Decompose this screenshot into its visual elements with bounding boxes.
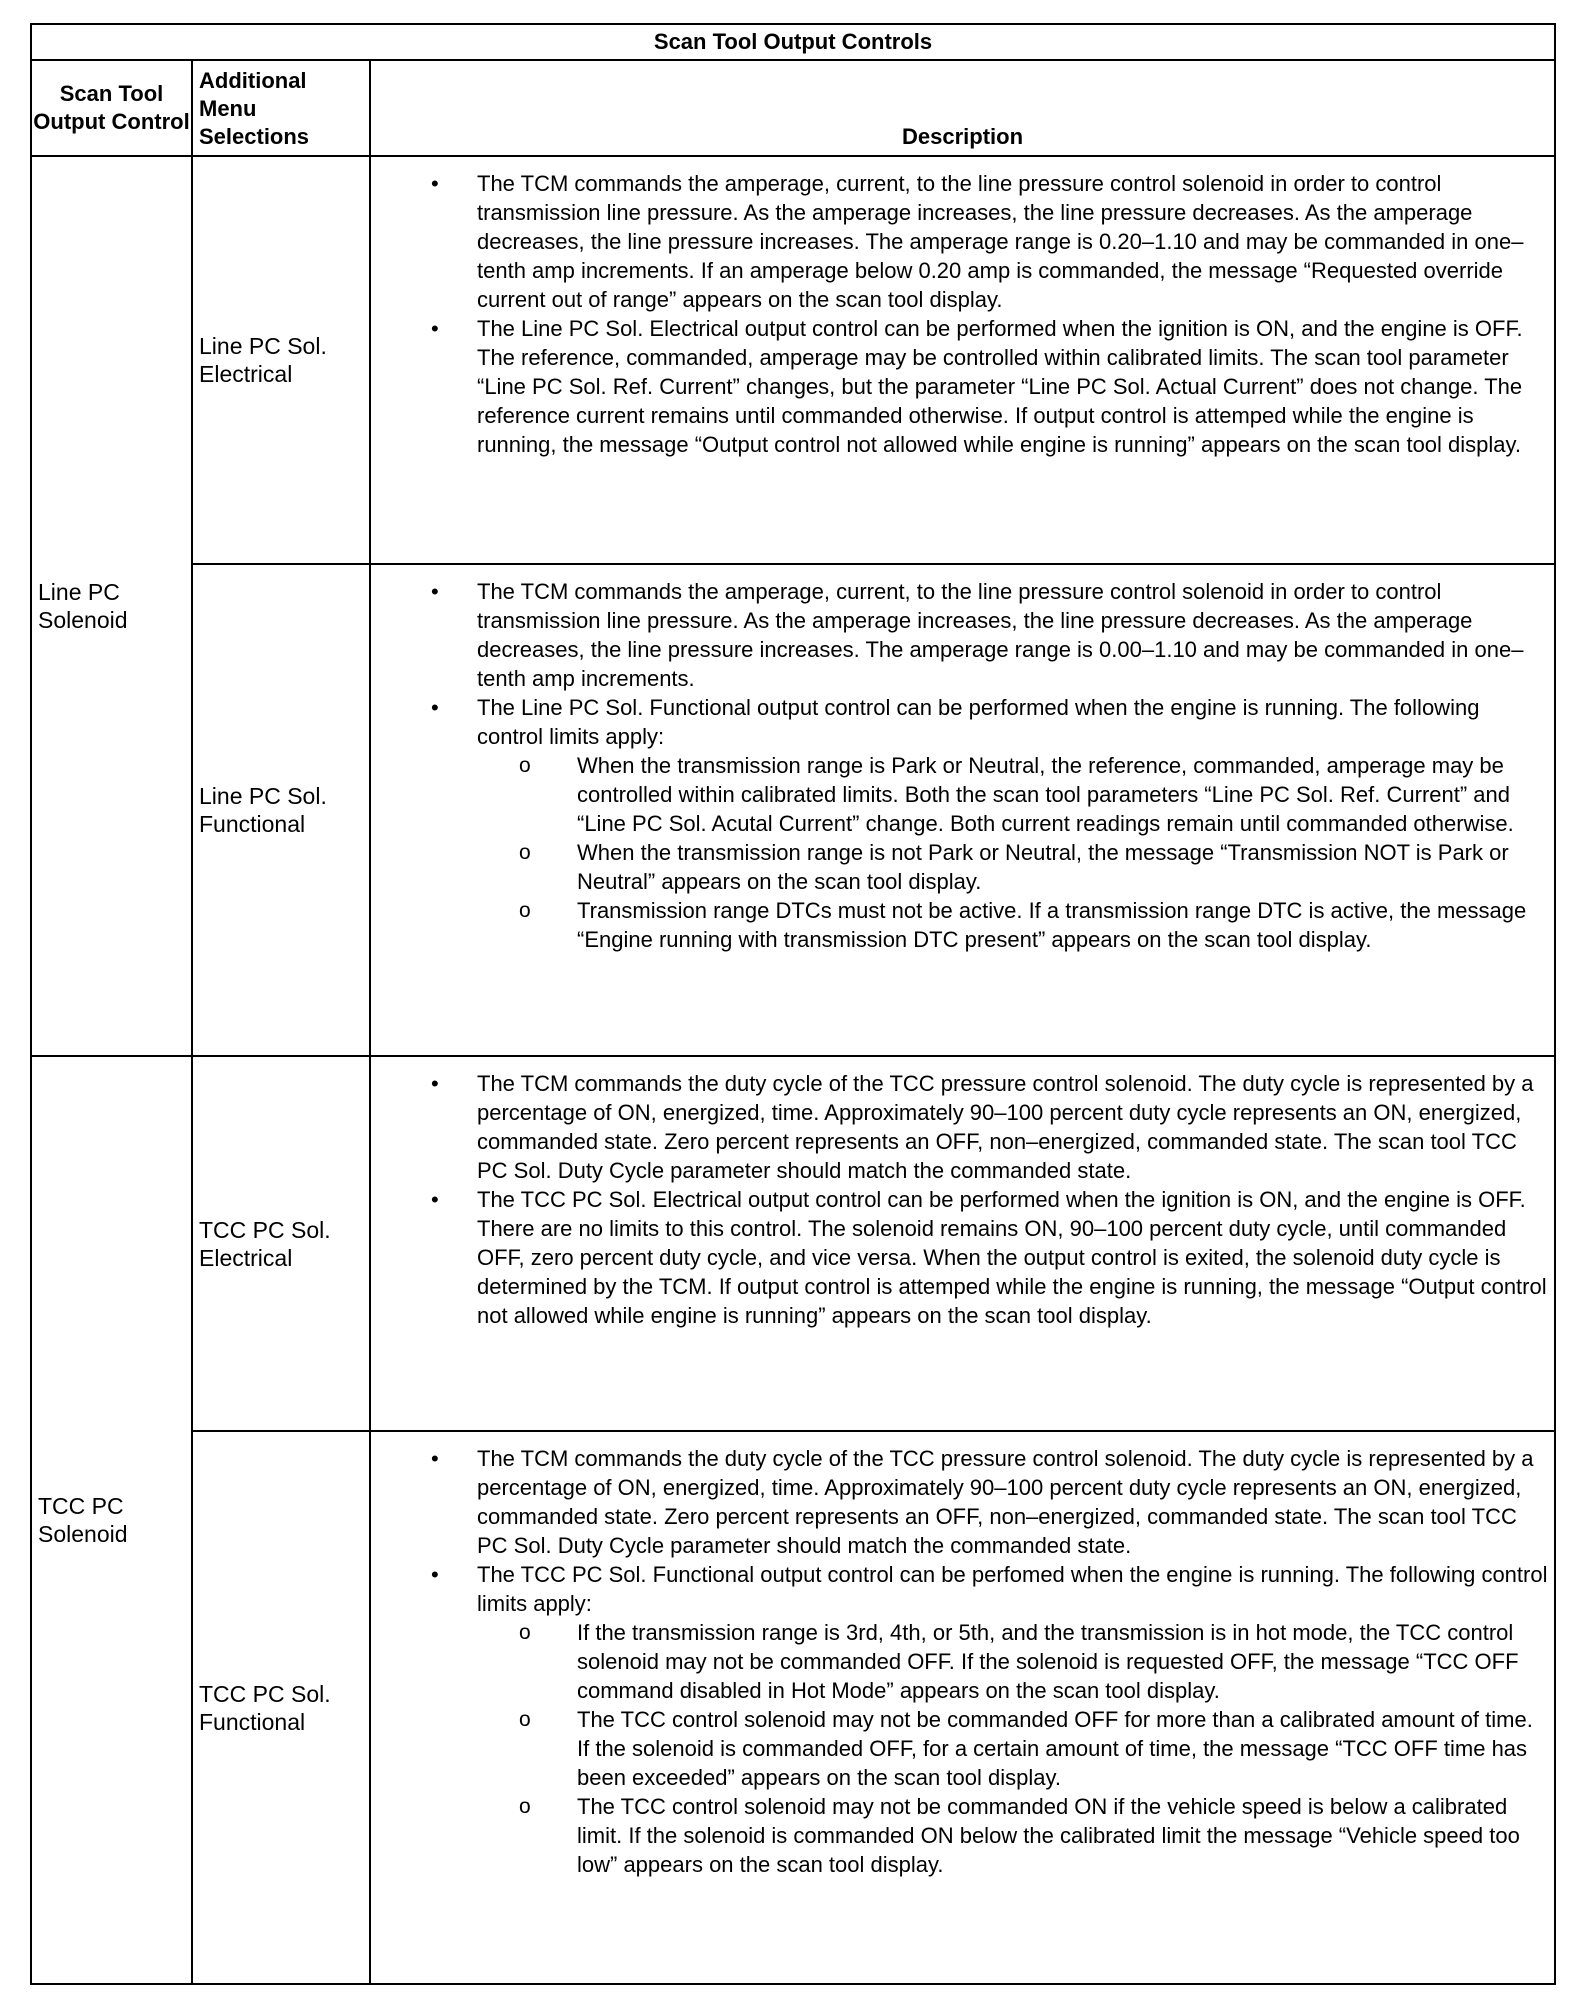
header-description: Description (370, 60, 1555, 156)
bullet-text: The Line PC Sol. Functional output control can be performed when the engine is running. The following control limits apply: (477, 695, 1480, 749)
menu-selection-cell: Line PC Sol. Electrical (192, 156, 370, 564)
bullet-list (371, 1069, 1550, 1330)
sub-bullet-item: o The TCC control solenoid may not be commanded ON if the vehicle speed is below a calibrated limit. If the solenoid is commanded ON below the calibrated limit the message “Vehicle speed too low” appears on the scan tool display. (577, 1792, 1550, 1879)
sub-bullet-item: o If the transmission range is 3rd, 4th, or 5th, and the transmission is in hot mode, the TCC control solenoid may not be commanded OFF. If the solenoid is requested OFF, the message “TCC OFF command disabled in Hot Mode” appears on the scan tool display. (577, 1618, 1550, 1705)
menu-selection-cell: TCC PC Sol. Electrical (192, 1056, 370, 1431)
bullet-item: • The TCM commands the duty cycle of the TCC pressure control solenoid. The duty cycle is represented by a percentage of ON, energized, time. Approximately 90–100 percent duty cycle represents an ON, energized, commanded state. Zero percent represents an OFF, non–energized, commanded state. The scan tool TCC PC Sol. Duty Cycle parameter should match the commanded state. (477, 1444, 1550, 1560)
header-additional-menu-selections: Additional Menu Selections (192, 60, 370, 156)
sub-bullet-item: o The TCC control solenoid may not be commanded OFF for more than a calibrated amount of time. If the solenoid is commanded OFF, for a certain amount of time, the message “TCC OFF time has been exceeded” appears on the scan tool display. (577, 1705, 1550, 1792)
bullet-item (477, 1560, 1550, 1879)
output-control-cell: Line PC Solenoid (31, 156, 192, 1056)
description-cell (370, 156, 1555, 564)
sub-bullet-item: o When the transmission range is not Park or Neutral, the message “Transmission NOT is Park or Neutral” appears on the scan tool display. (577, 838, 1550, 896)
scan-tool-output-controls-table (30, 23, 1556, 1985)
sub-bullet-list (477, 751, 1550, 954)
bullet-list (371, 1444, 1550, 1879)
table-row (31, 156, 1555, 564)
document-page (30, 23, 1554, 1985)
table-title: Scan Tool Output Controls (31, 24, 1555, 60)
bullet-item: • The TCM commands the amperage, current, to the line pressure control solenoid in order to control transmission line pressure. As the amperage increases, the line pressure decreases. As the amperage decreases, the line pressure increases. The amperage range is 0.00–1.10 and may be commanded in one–tenth amp increments. (477, 577, 1550, 693)
sub-bullet-item: o Transmission range DTCs must not be active. If a transmission range DTC is active, the message “Engine running with transmission DTC present” appears on the scan tool display. (577, 896, 1550, 954)
table-row (31, 564, 1555, 1056)
menu-selection-cell: TCC PC Sol. Functional (192, 1431, 370, 1984)
description-cell (370, 1056, 1555, 1431)
bullet-item: • The Line PC Sol. Electrical output control can be performed when the ignition is ON, and the engine is OFF. The reference, commanded, amperage may be controlled within calibrated limits. The scan tool parameter “Line PC Sol. Ref. Current” changes, but the parameter “Line PC Sol. Actual Current” does not change. The reference current remains until commanded otherwise. If output control is attemped while the engine is running, the message “Output control not allowed while engine is running” appears on the scan tool display. (477, 314, 1550, 459)
table-header-row (31, 60, 1555, 156)
bullet-item: • The TCM commands the amperage, current, to the line pressure control solenoid in order to control transmission line pressure. As the amperage increases, the line pressure decreases. As the amperage decreases, the line pressure increases. The amperage range is 0.20–1.10 and may be commanded in one–tenth amp increments. If an amperage below 0.20 amp is commanded, the message “Requested override current out of range” appears on the scan tool display. (477, 169, 1550, 314)
bullet-list (371, 169, 1550, 459)
bullet-text: The TCC PC Sol. Functional output control can be perfomed when the engine is running. The following control limits apply: (477, 1562, 1548, 1616)
sub-bullet-list (477, 1618, 1550, 1879)
menu-selection-cell: Line PC Sol. Functional (192, 564, 370, 1056)
bullet-item: • The TCM commands the duty cycle of the TCC pressure control solenoid. The duty cycle is represented by a percentage of ON, energized, time. Approximately 90–100 percent duty cycle represents an ON, energized, commanded state. Zero percent represents an OFF, non–energized, commanded state. The scan tool TCC PC Sol. Duty Cycle parameter should match the commanded state. (477, 1069, 1550, 1185)
output-control-cell: TCC PC Solenoid (31, 1056, 192, 1984)
description-cell (370, 1431, 1555, 1984)
bullet-list (371, 577, 1550, 954)
bullet-item (477, 693, 1550, 954)
table-title-row (31, 24, 1555, 60)
header-output-control: Scan Tool Output Control (31, 60, 192, 156)
table-row (31, 1431, 1555, 1984)
table-row (31, 1056, 1555, 1431)
sub-bullet-item: o When the transmission range is Park or Neutral, the reference, commanded, amperage may be controlled within calibrated limits. Both the scan tool parameters “Line PC Sol. Ref. Current” and “Line PC Sol. Acutal Current” change. Both current readings remain until commanded otherwise. (577, 751, 1550, 838)
bullet-item: • The TCC PC Sol. Electrical output control can be performed when the ignition is ON, and the engine is OFF. There are no limits to this control. The solenoid remains ON, 90–100 percent duty cycle, until commanded OFF, zero percent duty cycle, and vice versa. When the output control is exited, the solenoid duty cycle is determined by the TCM. If output control is attemped while the engine is running, the message “Output control not allowed while engine is running” appears on the scan tool display. (477, 1185, 1550, 1330)
description-cell (370, 564, 1555, 1056)
